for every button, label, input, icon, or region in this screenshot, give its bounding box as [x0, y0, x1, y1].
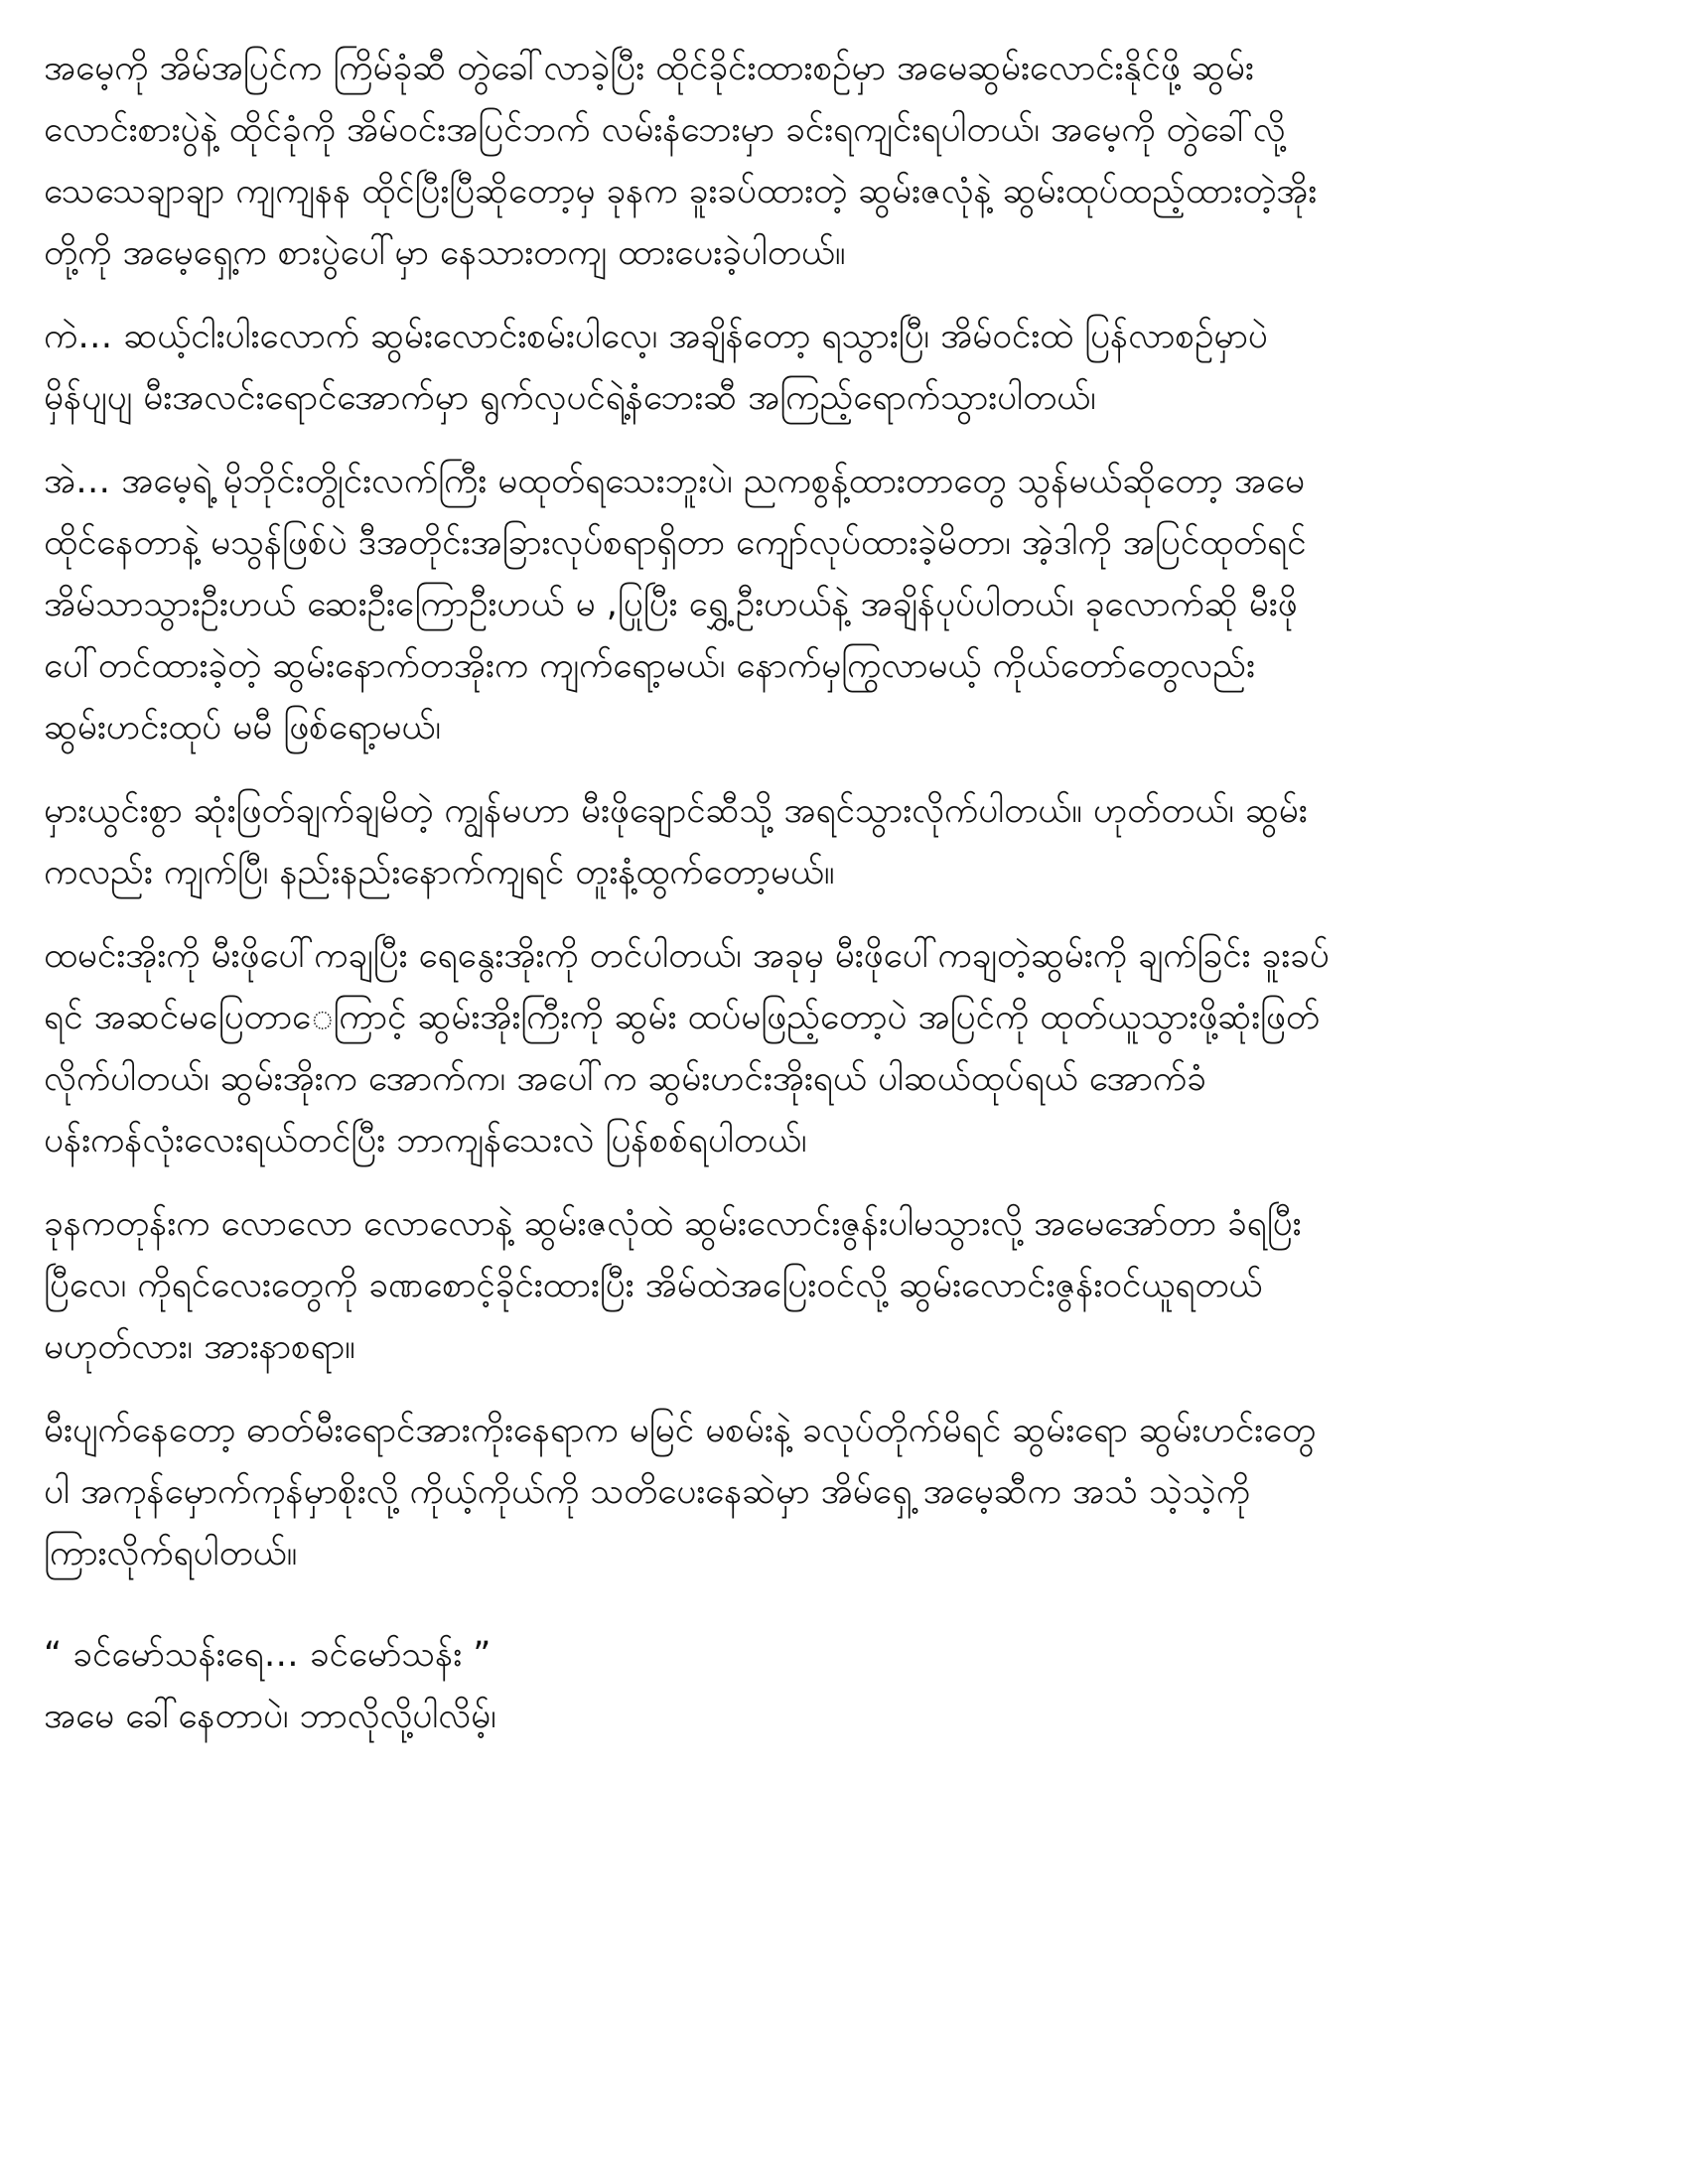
text-line: အမေ့ကို အိမ်အပြင်က ကြိမ်ခုံဆီ တွဲခေါ်လာခဲ့ပြီး ထိုင်ခိုင်းထားစဉ်မှာ အမေဆွမ်းလောင်းနိုင်ဖို့ ဆွမ်း: [44, 49, 1254, 88]
text-line: တို့ကို အမေ့ရှေ့က စားပွဲပေါ်မှာ နေသားတကျ ထားပေးခဲ့ပါတယ်။: [44, 233, 846, 273]
paragraph-7: [44, 1400, 1628, 1584]
text-line: မီးပျက်နေတော့ ဓာတ်မီးရောင်အားကိုးနေရာက မမြင် မစမ်းနဲ့ ခလုပ်တိုက်မိရင် ဆွမ်းရော ဆွမ်းဟင်းတွေ: [44, 1411, 1317, 1450]
paragraph-8-dialogue: [44, 1624, 1628, 1747]
text-line: မှားယွင်းစွာ ဆုံးဖြတ်ချက်ချမိတဲ့ ကျွန်မဟာ မီးဖိုချောင်ဆီသို့ အရင်သွားလိုက်ပါတယ်။ ဟုတ်တယ်၊ ဆွမ်း: [44, 791, 1308, 831]
text-line: ကလည်း ကျက်ပြီ၊ နည်းနည်းနောက်ကျရင် တူးနံ့ထွက်တော့မယ်။: [44, 853, 835, 892]
paragraph-1: [44, 38, 1628, 284]
text-line: ထမင်းအိုးကို မီးဖိုပေါ်ကချပြီး ရေနွေးအိုးကို တင်ပါတယ်၊ အခုမှ မီးဖိုပေါ်ကချတဲ့ဆွမ်းကို ချက်ခြင်း ခူးခပ်: [44, 936, 1330, 976]
text-line: မဟုတ်လား၊ အားနာစရာ။: [44, 1327, 355, 1367]
text-line: ရင် အဆင်မပြေတာေကြာင့် ဆွမ်းအိုးကြီးကို ဆွမ်း ထပ်မဖြည့်တော့ပဲ အပြင်ကို ထုတ်ယူသွားဖို့ဆုံးဖြတ်: [44, 998, 1320, 1037]
text-line: ခုနကတုန်းက လောလော လောလောနဲ့ ဆွမ်းဇလုံထဲ ဆွမ်းလောင်းဇွန်းပါမသွားလို့ အမေအော်တာ ခံရပြီး: [44, 1204, 1302, 1244]
text-line: ကြားလိုက်ရပါတယ်။: [44, 1534, 298, 1573]
text-line: ပြီလေ၊ ကိုရင်လေးတွေကို ခဏစောင့်ခိုင်းထားပြီး အိမ်ထဲအပြေးဝင်လို့ ဆွမ်းလောင်းဇွန်းဝင်ယူရတယ်: [44, 1266, 1263, 1305]
text-line: ပန်းကန်လုံးလေးရယ်တင်ပြီး ဘာကျန်သေးလဲ ပြန်စစ်ရပါတယ်၊: [44, 1121, 807, 1160]
text-line: အိမ်သာသွားဦးဟယ် ဆေးဦးကြောဦးဟယ် မ ,ပြုပြီး ရွှေ့ဦးဟယ်နဲ့ အချိန်ပုပ်ပါတယ်၊ ခုလောက်ဆို မီးဖို: [44, 585, 1298, 624]
text-line: အမေ ခေါ်နေတာပဲ၊ ဘာလိုလို့ပါလိမ့်၊: [44, 1697, 496, 1736]
paragraph-2: [44, 306, 1628, 429]
dialogue-line: “ ခင်မော်သန်းရေ… ခင်မော်သန်း ”: [44, 1635, 492, 1675]
text-line: သေသေချာချာ ကျကျနန ထိုင်ပြီးပြီဆိုတော့မှ ခုနက ခူးခပ်ထားတဲ့ ဆွမ်းဇလုံနဲ့ ဆွမ်းထုပ်ထည့်ထားတဲ့အိုး: [44, 172, 1318, 211]
text-line: လောင်းစားပွဲနဲ့ ထိုင်ခုံကို အိမ်ဝင်းအပြင်ဘက် လမ်းနံဘေးမှာ ခင်းရကျင်းရပါတယ်၊ အမေ့ကို တွဲခေါ်လို့: [44, 110, 1286, 150]
text-line: လိုက်ပါတယ်၊ ဆွမ်းအိုးက အောက်က၊ အပေါ်က ဆွမ်းဟင်းအိုးရယ် ပါဆယ်ထုပ်ရယ် အောက်ခံ: [44, 1059, 1206, 1099]
paragraph-4: [44, 780, 1628, 903]
text-line: ကဲ… ဆယ့်ငါးပါးလောက် ဆွမ်းလောင်းစမ်းပါလေ့၊ အချိန်တော့ ရသွားပြီ၊ အိမ်ဝင်းထဲ ပြန်လာစဉ်မှာပဲ: [44, 317, 1268, 356]
text-line: အဲ… အမေ့ရဲ့ မိုဘိုင်းတွိုင်းလက်ကြီး မထုတ်ရသေးဘူးပဲ၊ ညကစွန့်ထားတာတွေ သွန်မယ်ဆိုတော့ အမေ: [44, 462, 1305, 501]
paragraph-5: [44, 925, 1628, 1171]
paragraph-6: [44, 1193, 1628, 1378]
text-line: မှိန်ပျပျ မီးအလင်းရောင်အောက်မှာ ရွက်လှပင်ရဲ့နံဘေးဆီ အကြည့်ရောက်သွားပါတယ်၊: [44, 378, 1096, 418]
text-line: ဆွမ်းဟင်းထုပ် မမီ ဖြစ်ရော့မယ်၊: [44, 708, 441, 748]
text-line: ပါ အကုန်မှောက်ကုန်မှာစိုးလို့ ကိုယ့်ကိုယ်ကို သတိပေးနေဆဲမှာ အိမ်ရှေ့ အမေ့ဆီက အသံ သဲ့သဲ့ကို: [44, 1472, 1250, 1512]
text-line: ထိုင်နေတာနဲ့ မသွန်ဖြစ်ပဲ ဒီအတိုင်းအခြားလုပ်စရာရှိတာ ကျော်လုပ်ထားခဲ့မိတာ၊ အဲ့ဒါကို အပြင်ထုတ်ရင်: [44, 523, 1307, 563]
paragraph-3: [44, 451, 1628, 758]
text-line: ပေါ်တင်ထားခဲ့တဲ့ ဆွမ်းနောက်တအိုးက ကျက်ရော့မယ်၊ နောက်မှကြွလာမယ့် ကိုယ်တော်တွေလည်း: [44, 646, 1255, 686]
